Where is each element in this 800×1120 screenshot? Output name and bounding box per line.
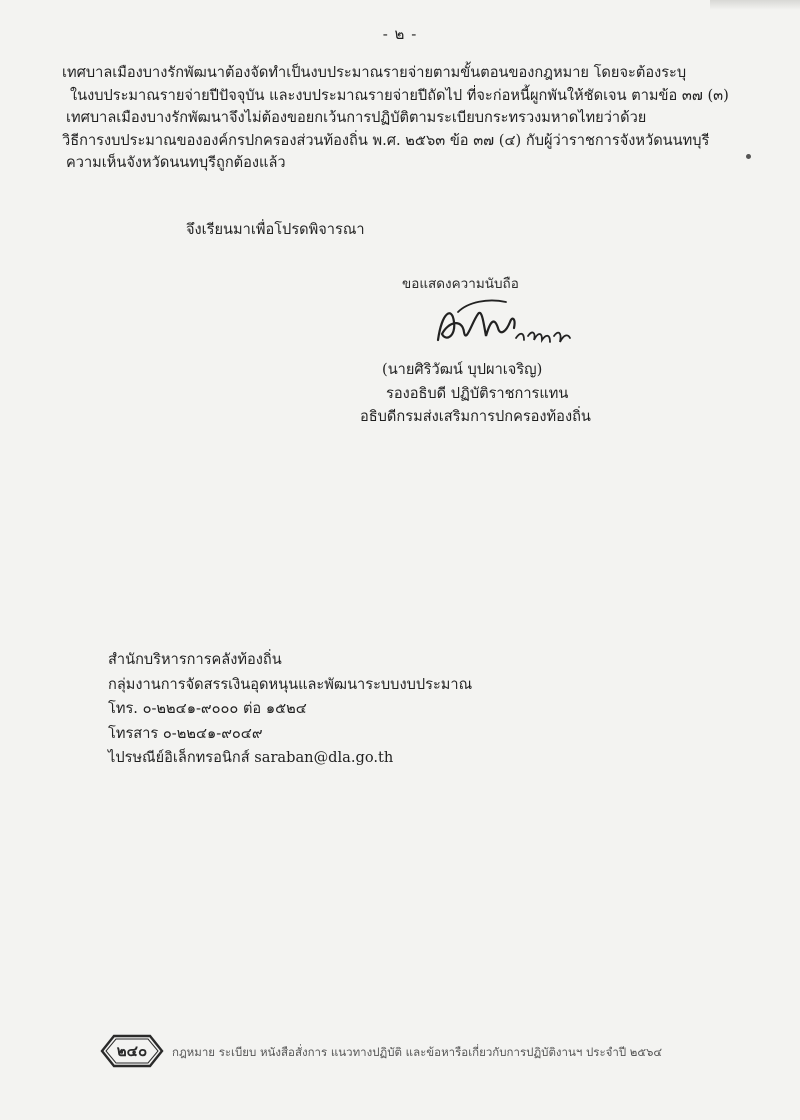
body-paragraph	[62, 62, 742, 175]
body-line: เทศบาลเมืองบางรักพัฒนาจึงไม่ต้องขอยกเว้นการปฏิบัติตามระเบียบกระทรวงมหาดไทยว่าด้วย	[66, 109, 647, 127]
handwritten-signature	[428, 292, 578, 362]
footer-caption: กฎหมาย ระเบียบ หนังสือสั่งการ แนวทางปฏิบัติ และข้อหารือเกี่ยวกับการปฏิบัติงานฯ ประจำปี ๒๕๖๔	[172, 1045, 663, 1059]
signer-name: (นายศิริวัฒน์ บุปผาเจริญ)	[382, 361, 543, 378]
contact-fax: โทรสาร ๐-๒๒๔๑-๙๐๔๙	[108, 724, 263, 742]
page-badge-number: ๒๔๐	[116, 1042, 148, 1060]
page-footer	[100, 1030, 740, 1070]
scan-edge-shadow	[710, 0, 800, 10]
body-line: เทศบาลเมืองบางรักพัฒนาต้องจัดทำเป็นงบประมาณรายจ่ายตามขั้นตอนของกฎหมาย โดยจะต้องระบุ	[62, 64, 687, 81]
body-line: ความเห็นจังหวัดนนทบุรีถูกต้องแล้ว	[66, 154, 286, 172]
signer-title: รองอธิบดี ปฏิบัติราชการแทน	[386, 385, 569, 402]
signer-title: อธิบดีกรมส่งเสริมการปกครองท้องถิ่น	[360, 408, 591, 425]
contact-group: กลุ่มงานการจัดสรรเงินอุดหนุนและพัฒนาระบบงบประมาณ	[108, 675, 473, 693]
body-line: วิธีการงบประมาณขององค์กรปกครองส่วนท้องถิ่น พ.ศ. ๒๕๖๓ ข้อ ๓๗ (๔) กับผู้ว่าราชการจังหวัดนนทบุรี	[62, 131, 710, 149]
contact-block	[108, 648, 472, 771]
respect-line: ขอแสดงความนับถือ	[402, 276, 519, 292]
contact-office: สำนักบริหารการคลังท้องถิ่น	[108, 651, 282, 668]
body-line: ในงบประมาณรายจ่ายปีปัจจุบัน และงบประมาณรายจ่ายปีถัดไป ที่จะก่อหนี้ผูกพันให้ชัดเจน ตามข้อ ๓๗ (๓)	[70, 86, 729, 104]
contact-email: ไปรษณีย์อิเล็กทรอนิกส์ saraban@dla.go.th	[108, 749, 394, 766]
scan-dot-mark	[746, 154, 751, 159]
contact-phone: โทร. ๐-๒๒๔๑-๙๐๐๐ ต่อ ๑๕๒๔	[108, 700, 307, 717]
page-number: - ๒ -	[382, 25, 418, 43]
closing-line: จึงเรียนมาเพื่อโปรดพิจารณา	[186, 221, 365, 238]
